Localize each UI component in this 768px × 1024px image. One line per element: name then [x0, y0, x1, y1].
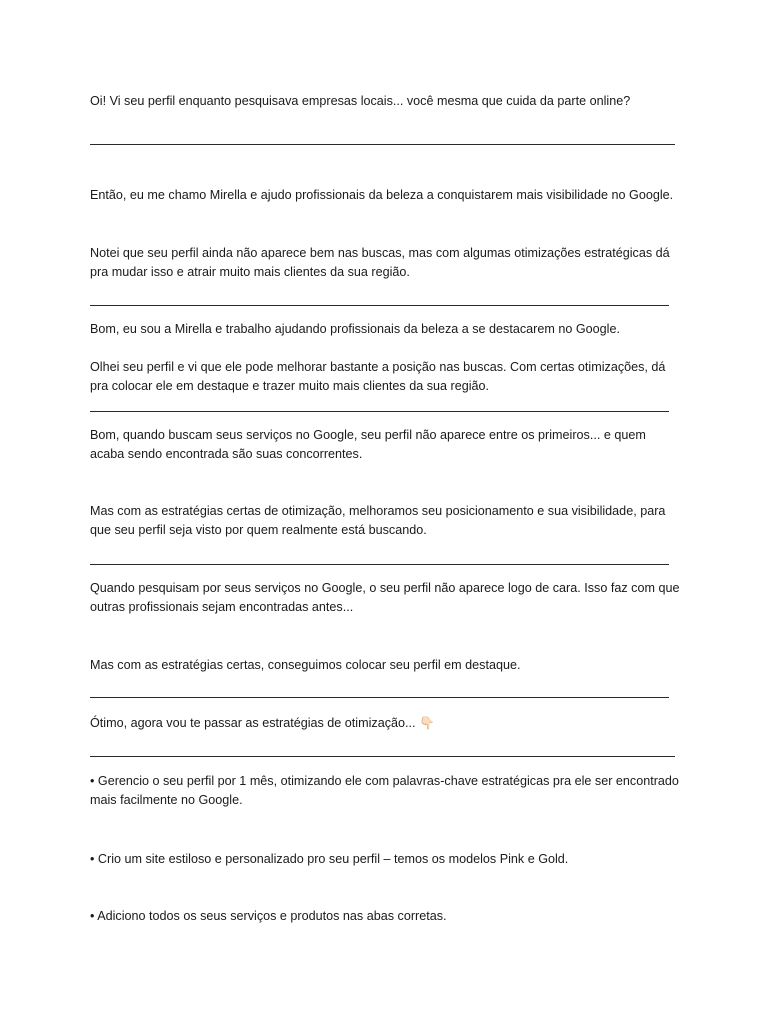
- paragraph-strategy: Mas com as estratégias certas de otimização, melhoramos seu posicionamento e sua visibilidade, para que seu perfil seja visto por quem realmente está buscando.: [90, 504, 669, 537]
- divider: [90, 564, 669, 565]
- paragraph-search-visibility: Quando pesquisam por seus serviços no Google, o seu perfil não aparece logo de cara. Isso faz com que outras profissionais sejam encontradas antes...: [90, 581, 683, 614]
- bullet-item-profile-management: • Gerencio o seu perfil por 1 mês, otimizando ele com palavras-chave estratégicas pra ele ser encontrado mais facilmente no Google.: [90, 774, 683, 807]
- paragraph-notice: Notei que seu perfil ainda não aparece bem nas buscas, mas com algumas otimizações estratégicas dá pra mudar isso e atrair muito mais clientes da sua região.: [90, 246, 674, 279]
- divider: [90, 305, 669, 306]
- bullet-item-services: • Adiciono todos os seus serviços e produtos nas abas corretas.: [90, 909, 447, 923]
- paragraph-intro: Então, eu me chamo Mirella e ajudo profissionais da beleza a conquistarem mais visibilidade no Google.: [90, 188, 674, 202]
- strategies-intro-text: Ótimo, agora vou te passar as estratégias de otimização...: [90, 716, 416, 730]
- paragraph-greeting: Oi! Vi seu perfil enquanto pesquisava empresas locais... você mesma que cuida da parte online?: [90, 94, 631, 108]
- divider: [90, 144, 675, 145]
- paragraph-search-problem: Bom, quando buscam seus serviços no Google, seu perfil não aparece entre os primeiros... e quem acaba sendo encontrada são suas concorrentes.: [90, 428, 650, 461]
- bullet-item-website: • Crio um site estiloso e personalizado pro seu perfil – temos os modelos Pink e Gold.: [90, 852, 569, 866]
- divider: [90, 756, 675, 757]
- pointing-down-icon: 👇🏻: [419, 716, 436, 730]
- paragraph-intro-alt: Bom, eu sou a Mirella e trabalho ajudando profissionais da beleza a se destacarem no Google.: [90, 322, 620, 336]
- paragraph-strategies-intro: [90, 714, 680, 733]
- paragraph-profile-review: Olhei seu perfil e vi que ele pode melhorar bastante a posição nas buscas. Com certas otimizações, dá pra colocar ele em destaque e trazer muito mais clientes da sua região.: [90, 360, 669, 393]
- divider: [90, 411, 669, 412]
- paragraph-highlight: Mas com as estratégias certas, conseguimos colocar seu perfil em destaque.: [90, 658, 521, 672]
- divider: [90, 697, 669, 698]
